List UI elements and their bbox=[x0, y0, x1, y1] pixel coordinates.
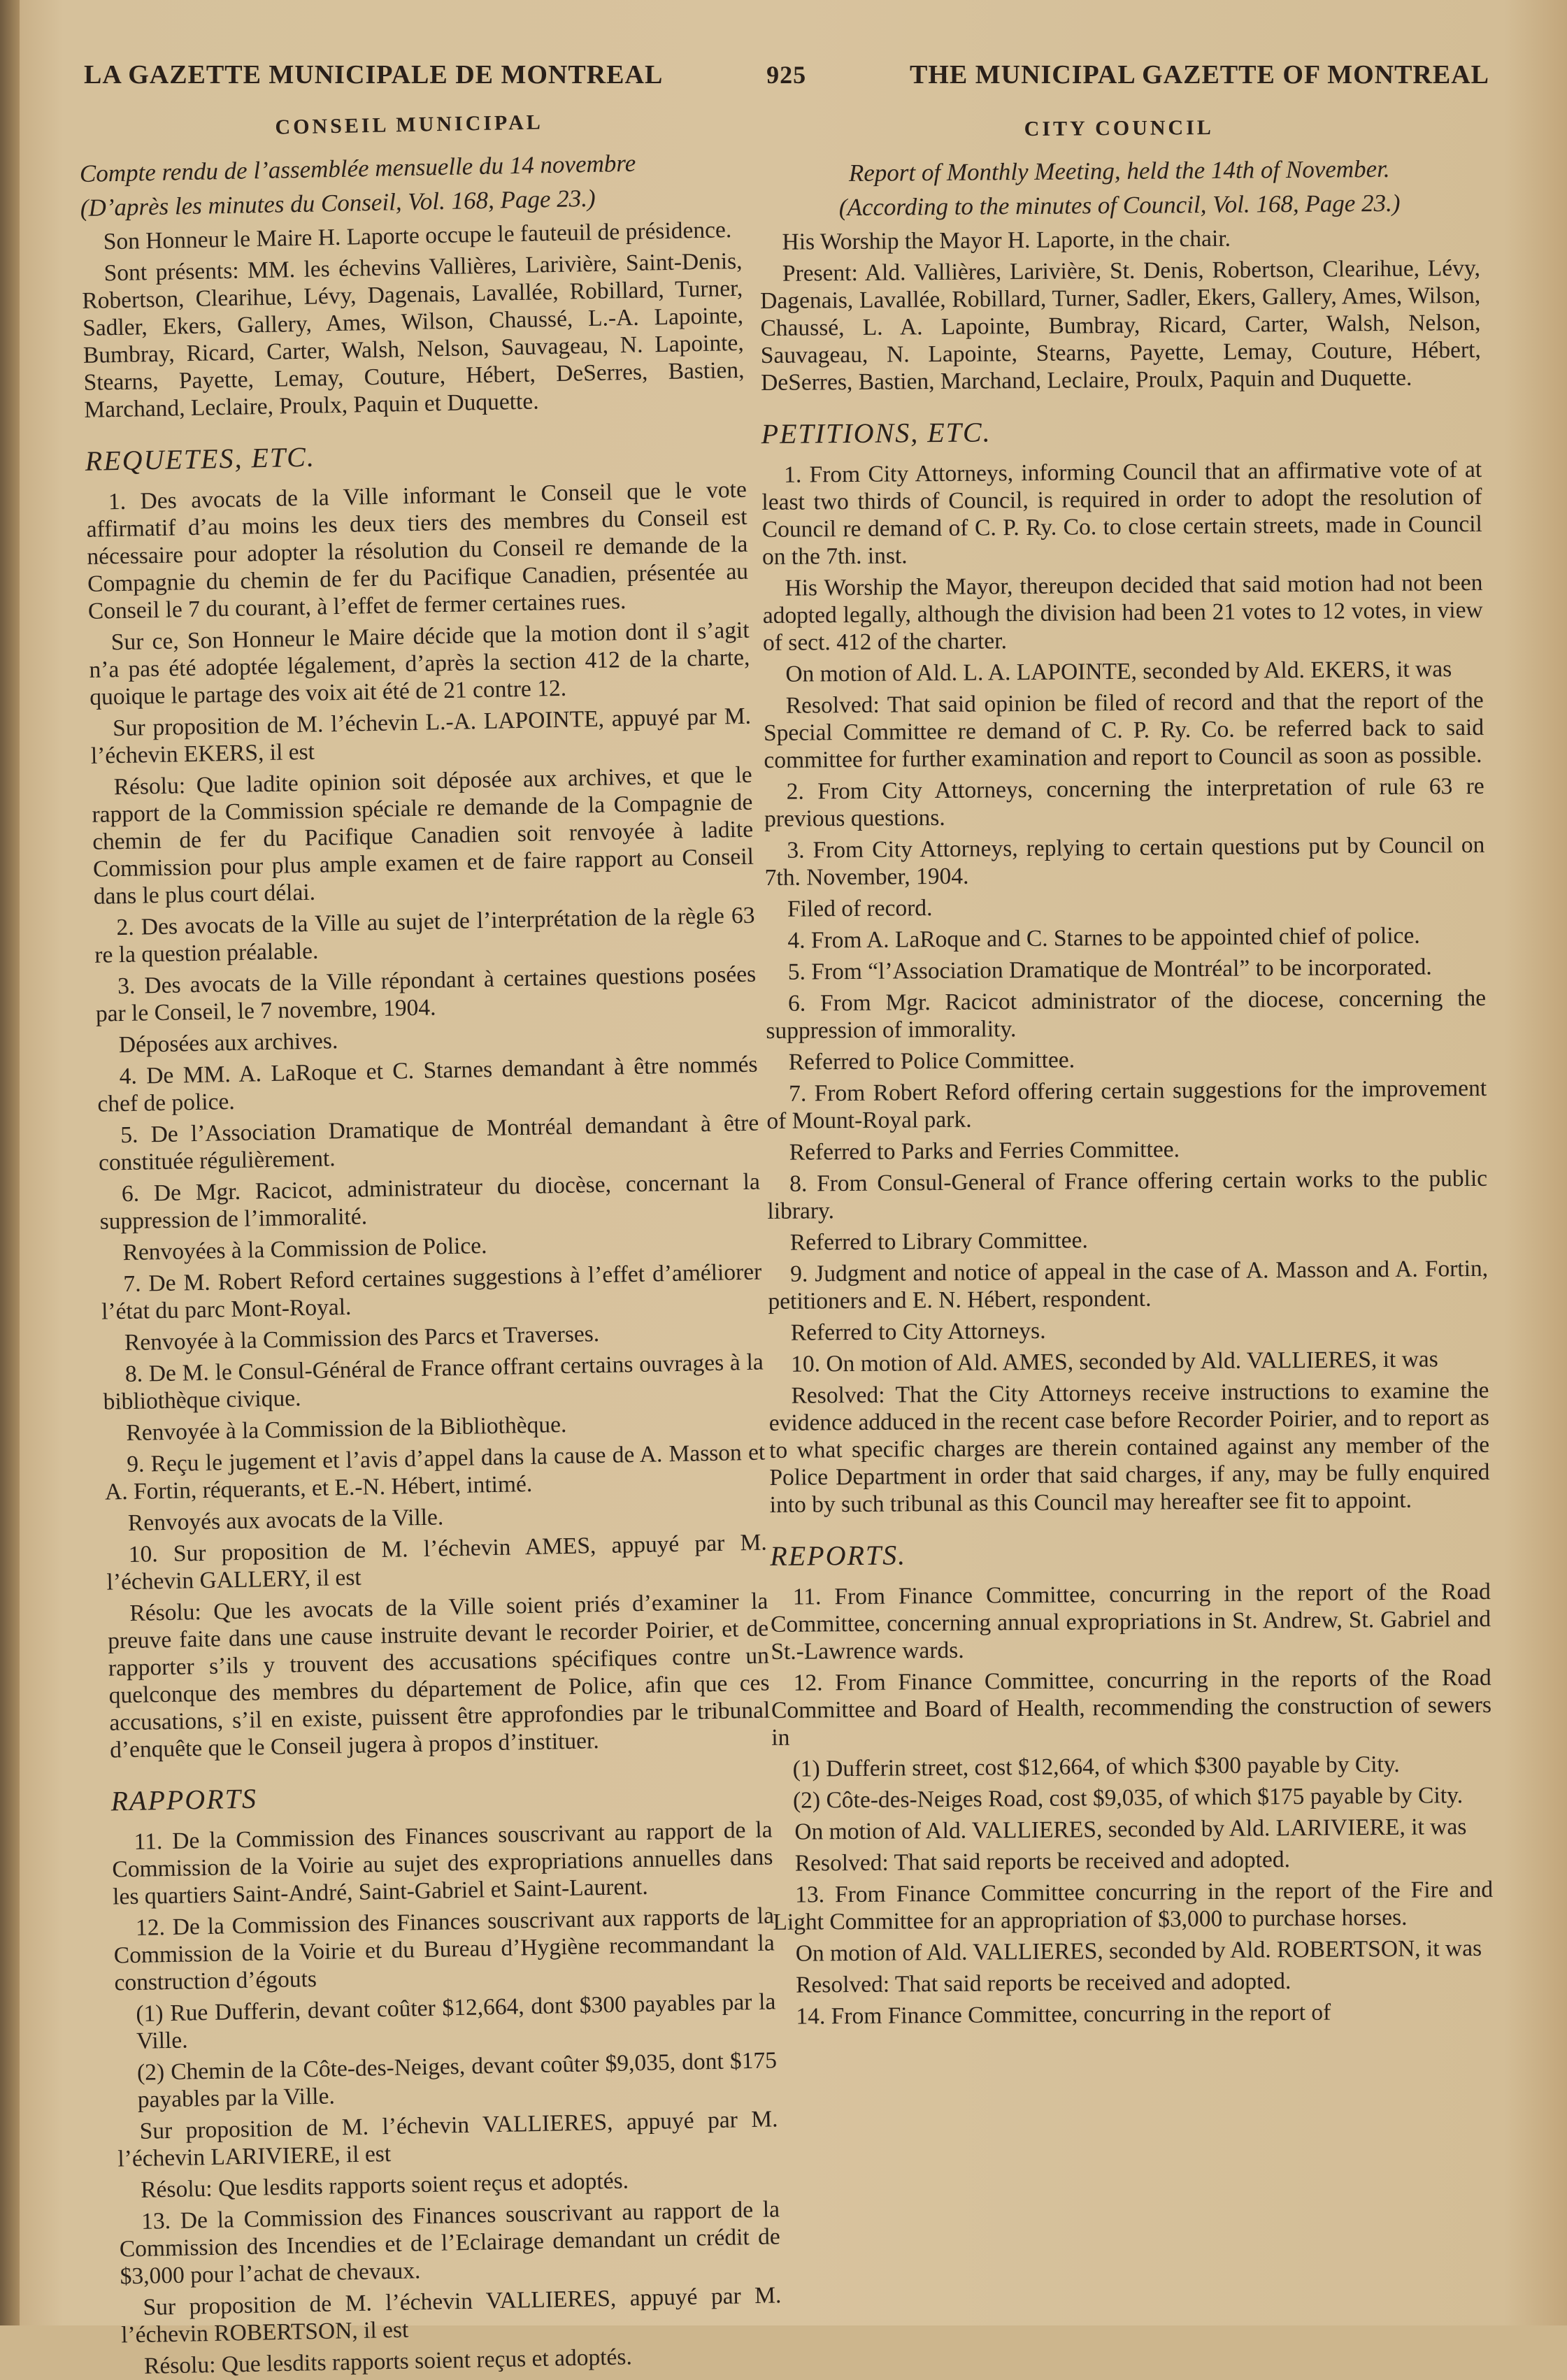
english-heading-reports: REPORTS. bbox=[770, 1539, 907, 1572]
french-paragraph: Renvoyées à la Commission de Police. bbox=[122, 1233, 487, 1266]
french-paragraph: Sur proposition de M. l’échevin L.-A. LAPOINTE, appuyé par M. l’échevin EKERS, il est bbox=[90, 703, 752, 769]
english-paragraph: 1. From City Attorneys, informing Council that an affirmative vote of at least two thirds of Council, is required in order to adopt the resolution of Council re demand of C. P. Ry. Co. to close certain streets, made in Council on the 7th. inst. bbox=[761, 456, 1482, 570]
english-paragraph: On motion of Ald. L. A. LAPOINTE, seconded by Ald. EKERS, it was bbox=[785, 656, 1452, 687]
english-paragraph: Resolved: That said opinion be filed of record and that the report of the Special Committee re demand of C. P. Ry. Co. be referred back to said committee for further examination and report to Council as soon as possible. bbox=[763, 687, 1484, 773]
french-paragraph: Résolu: Que lesdits rapports soient reçus et adoptés. bbox=[143, 2344, 633, 2379]
english-paragraph: Referred to City Attorneys. bbox=[790, 1317, 1046, 1346]
french-intro-paragraph: Sont présents: MM. les échevins Vallières, Larivière, Saint-Denis, Robertson, Clearihue, Lévy, Dagenais, Lavallée, Robillard, Turner, Sadler, Ekers, Gallery, Ames, Wilson, Chaussé, L.-A. Lapointe, Bumbray, Ricard, Carter, Walsh, Nelson, Sauvageau, N. Lapointe, Stearns, Payette, Lemay, Couture, Hébert, DeSerres, Bastien, Marchand, Leclaire, Proulx, Paquin et Duquette. bbox=[82, 248, 745, 423]
english-paragraph: Resolved: That the City Attorneys receive instructions to examine the evidence adduced in the recent case before Recorder Poirier, and to report as to what specific charges are therein contained against any member of the Police Department in order that said charges, if any, may be fully enquired into by such tribunal as this Council may hereafter see fit to appoint. bbox=[768, 1377, 1490, 1518]
english-paragraph: Resolved: That said reports be received and adopted. bbox=[794, 1847, 1291, 1877]
french-paragraph: Résolu: Que les avocats de la Ville soient priés d’examiner la preuve faite dans une cause instruite devant le recorder Poirier, et de rapporter s’ils y trouvent des accusations spécifiques contre un quelconque des membres du département de Police, afin que ces accusations, s’il en existe, puissent être approfondies par le tribunal d’enquête que le Conseil jugera à propos d’instituer. bbox=[107, 1588, 771, 1763]
french-paragraph: 5. De l’Association Dramatique de Montréal demandant à être constituée régulièrement. bbox=[98, 1110, 759, 1176]
english-paragraph: Referred to Parks and Ferries Committee. bbox=[789, 1136, 1180, 1166]
french-paragraph: 2. Des avocats de la Ville au sujet de l’interprétation de la règle 63 re la question préalable. bbox=[94, 902, 755, 968]
english-paragraph: 10. On motion of Ald. AMES, seconded by Ald. VALLIERES, it was bbox=[791, 1346, 1438, 1377]
french-paragraph: 10. Sur proposition de M. l’échevin AMES, appuyé par M. l’échevin GALLERY, il est bbox=[106, 1529, 768, 1596]
english-column bbox=[759, 99, 1496, 2272]
header-english-title: THE MUNICIPAL GAZETTE OF MONTREAL bbox=[910, 60, 1489, 89]
english-paragraph: (2) Côte-des-Neiges Road, cost $9,035, of which $175 payable by City. bbox=[792, 1782, 1464, 1814]
french-paragraph: Sur proposition de M. l’échevin VALLIERES, appuyé par M. l’échevin LARIVIERE, il est bbox=[117, 2106, 778, 2172]
english-paragraph: 13. From Finance Committee concurring in the report of the Fire and Light Committee for an appropriation of $3,000 to purchase horses. bbox=[773, 1876, 1494, 1935]
english-paragraph: 14. From Finance Committee, concurring in the report of bbox=[796, 1999, 1331, 2030]
page-number: 925 bbox=[766, 61, 807, 89]
french-section-title: CONSEIL MUNICIPAL bbox=[275, 110, 544, 139]
english-paragraph: (1) Dufferin street, cost $12,664, of which $300 payable by City. bbox=[792, 1751, 1400, 1782]
french-paragraph: 7. De M. Robert Reford certaines suggestions à l’effet d’améliorer l’état du parc Mont-Royal. bbox=[101, 1259, 762, 1325]
english-paragraph: On motion of Ald. VALLIERES, seconded by Ald. ROBERTSON, it was bbox=[795, 1935, 1482, 1967]
english-paragraph: 8. From Consul-General of France offering certain works to the public library. bbox=[767, 1165, 1488, 1224]
french-paragraph: (1) Rue Dufferin, devant coûter $12,664, dont $300 payables par la Ville. bbox=[136, 1988, 776, 2054]
french-column bbox=[78, 92, 782, 2379]
english-paragraph: Filed of record. bbox=[787, 895, 933, 922]
page-header bbox=[84, 50, 1489, 99]
french-heading-rapports: RAPPORTS bbox=[110, 1782, 258, 1817]
french-heading-requetes: REQUETES, ETC. bbox=[85, 440, 316, 477]
english-paragraph: On motion of Ald. VALLIERES, seconded by Ald. LARIVIERE, it was bbox=[794, 1814, 1467, 1845]
french-intro-paragraph: Son Honneur le Maire H. Laporte occupe le fauteuil de présidence. bbox=[103, 217, 732, 255]
header-french-title: LA GAZETTE MUNICIPALE DE MONTREAL bbox=[84, 60, 664, 89]
english-paragraph: 2. From City Attorneys, concerning the interpretation of rule 63 re previous questions. bbox=[764, 773, 1484, 832]
english-paragraph: 7. From Robert Reford offering certain suggestions for the improvement of Mount-Royal park. bbox=[766, 1075, 1487, 1134]
french-paragraph: 3. Des avocats de la Ville répondant à certaines questions posées par le Conseil, le 7 novembre, 1904. bbox=[95, 961, 757, 1027]
english-paragraph: 12. From Finance Committee, concurring in the reports of the Road Committee and Board of Health, recommending the construction of sewers in bbox=[771, 1664, 1492, 1751]
french-paragraph: Sur proposition de M. l’échevin VALLIERES, appuyé par M. l’échevin ROBERTSON, il est bbox=[120, 2282, 782, 2349]
french-paragraph: Déposées aux archives. bbox=[118, 1028, 338, 1059]
french-paragraph: Résolu: Que lesdits rapports soient reçus et adoptés. bbox=[140, 2167, 629, 2203]
english-source-note: (According to the minutes of Council, Vol. 168, Page 23.) bbox=[838, 189, 1401, 222]
english-paragraph: 9. Judgment and notice of appeal in the case of A. Masson and A. Fortin, petitioners and E. N. Hébert, respondent. bbox=[768, 1255, 1489, 1314]
french-paragraph: Renvoyée à la Commission de la Bibliothèque. bbox=[126, 1411, 567, 1447]
english-paragraph: 3. From City Attorneys, replying to certain questions put by Council on 7th. November, 1904. bbox=[764, 831, 1485, 891]
english-paragraph: His Worship the Mayor, thereupon decided that said motion had not been adopted legally, although the division had been 21 votes to 12 votes, in view of sect. 412 of the charter. bbox=[762, 569, 1483, 656]
english-paragraph: 5. From “l’Association Dramatique de Montréal” to be incorporated. bbox=[787, 954, 1432, 985]
french-paragraph: Résolu: Que ladite opinion soit déposée aux archives, et que le rapport de la Commission spéciale re demande de la Compagnie de chemin de fer du Pacifique Canadien soit renvoyée à ladite Commission pour plus ample examen et de faire rapport au Conseil dans le plus court délai. bbox=[92, 761, 754, 910]
english-subtitle: Report of Monthly Meeting, held the 14th of November. bbox=[848, 155, 1390, 187]
french-paragraph: 4. De MM. A. LaRoque et C. Starnes demandant à être nommés chef de police. bbox=[97, 1051, 758, 1117]
binding-gutter bbox=[0, 0, 20, 2325]
french-paragraph: 1. Des avocats de la Ville informant le Conseil que le vote affirmatif d’au moins les deux tiers des membres du Conseil est nécessaire pour adopter la résolution du Conseil re demande de la Compagnie du chemin de fer du Pacifique Canadien, présentée au Conseil le 7 du courant, à l’effet de fermer certaines rues. bbox=[86, 476, 749, 624]
french-paragraph: Renvoyée à la Commission des Parcs et Traverses. bbox=[124, 1321, 600, 1356]
english-paragraph: 4. From A. LaRoque and C. Starnes to be appointed chief of police. bbox=[787, 922, 1420, 954]
english-paragraph: Referred to Library Committee. bbox=[789, 1227, 1088, 1256]
french-paragraph: 11. De la Commission des Finances souscrivant au rapport de la Commission de la Voirie au sujet des expropriations annuelles dans les quartiers Saint-André, Saint-Gabriel et Saint-Laurent. bbox=[112, 1816, 773, 1910]
french-paragraph: 13. De la Commission des Finances souscrivant au rapport de la Commission des Incendies et de l’Eclairage demandant un crédit de $3,000 pour l’achat de chevaux. bbox=[119, 2196, 781, 2290]
french-paragraph: Renvoyés aux avocats de la Ville. bbox=[127, 1504, 444, 1537]
french-paragraph: 8. De M. le Consul-Général de France offrant certains ouvrages à la bibliothèque civique. bbox=[103, 1349, 764, 1415]
french-subtitle: Compte rendu de l’assemblée mensuelle du 14 novembre bbox=[79, 149, 636, 187]
english-section-title: CITY COUNCIL bbox=[1024, 115, 1214, 141]
english-paragraph: 11. From Finance Committee, concurring in the report of the Road Committee, concerning annual expropriations in St. Andrew, St. Gabriel and St.-Lawrence wards. bbox=[770, 1578, 1491, 1665]
english-paragraph: Resolved: That said reports be received and adopted. bbox=[795, 1968, 1291, 1998]
english-intro-paragraph: Present: Ald. Vallières, Larivière, St. Denis, Robertson, Clearihue, Lévy, Dagenais, Lavallée, Robillard, Turner, Sadler, Ekers, Gallery, Ames, Wilson, Chaussé, L. A. Lapointe, Bumbray, Ricard, Carter, Walsh, Nelson, Sauvageau, N. Lapointe, Stearns, Payette, Lemay, Couture, Hébert, DeSerres, Bastien, Marchand, Leclaire, Proulx, Paquin and Duquette. bbox=[760, 255, 1481, 396]
french-paragraph: 9. Reçu le jugement et l’avis d’appel dans la cause de A. Masson et A. Fortin, réquerants, et E.-N. Hébert, intimé. bbox=[104, 1439, 766, 1505]
french-paragraph: (2) Chemin de la Côte-des-Neiges, devant coûter $9,035, dont $175 payables par la Ville. bbox=[136, 2047, 778, 2113]
french-paragraph: Sur ce, Son Honneur le Maire décide que la motion dont il s’agit n’a pas été adoptée légalement, d’après la section 412 de la charte, quoique le partage des voix ait été de 21 contre 12. bbox=[89, 617, 750, 710]
english-paragraph: 6. From Mgr. Racicot administrator of the diocese, concerning the suppression of immorality. bbox=[766, 984, 1487, 1044]
english-heading-petitions: PETITIONS, ETC. bbox=[761, 416, 992, 450]
french-paragraph: 12. De la Commission des Finances souscrivant aux rapports de la Commission de la Voirie et du Bureau d’Hygiène recommandant la construction d’égouts bbox=[113, 1902, 775, 1996]
french-paragraph: 6. De Mgr. Racicot, administrateur du diocèse, concernant la suppression de l’immoralité. bbox=[99, 1168, 761, 1235]
english-paragraph: Referred to Police Committee. bbox=[788, 1047, 1075, 1075]
english-intro-paragraph: His Worship the Mayor H. Laporte, in the chair. bbox=[782, 225, 1231, 255]
french-source-note: (D’après les minutes du Conseil, Vol. 168, Page 23.) bbox=[80, 184, 596, 222]
